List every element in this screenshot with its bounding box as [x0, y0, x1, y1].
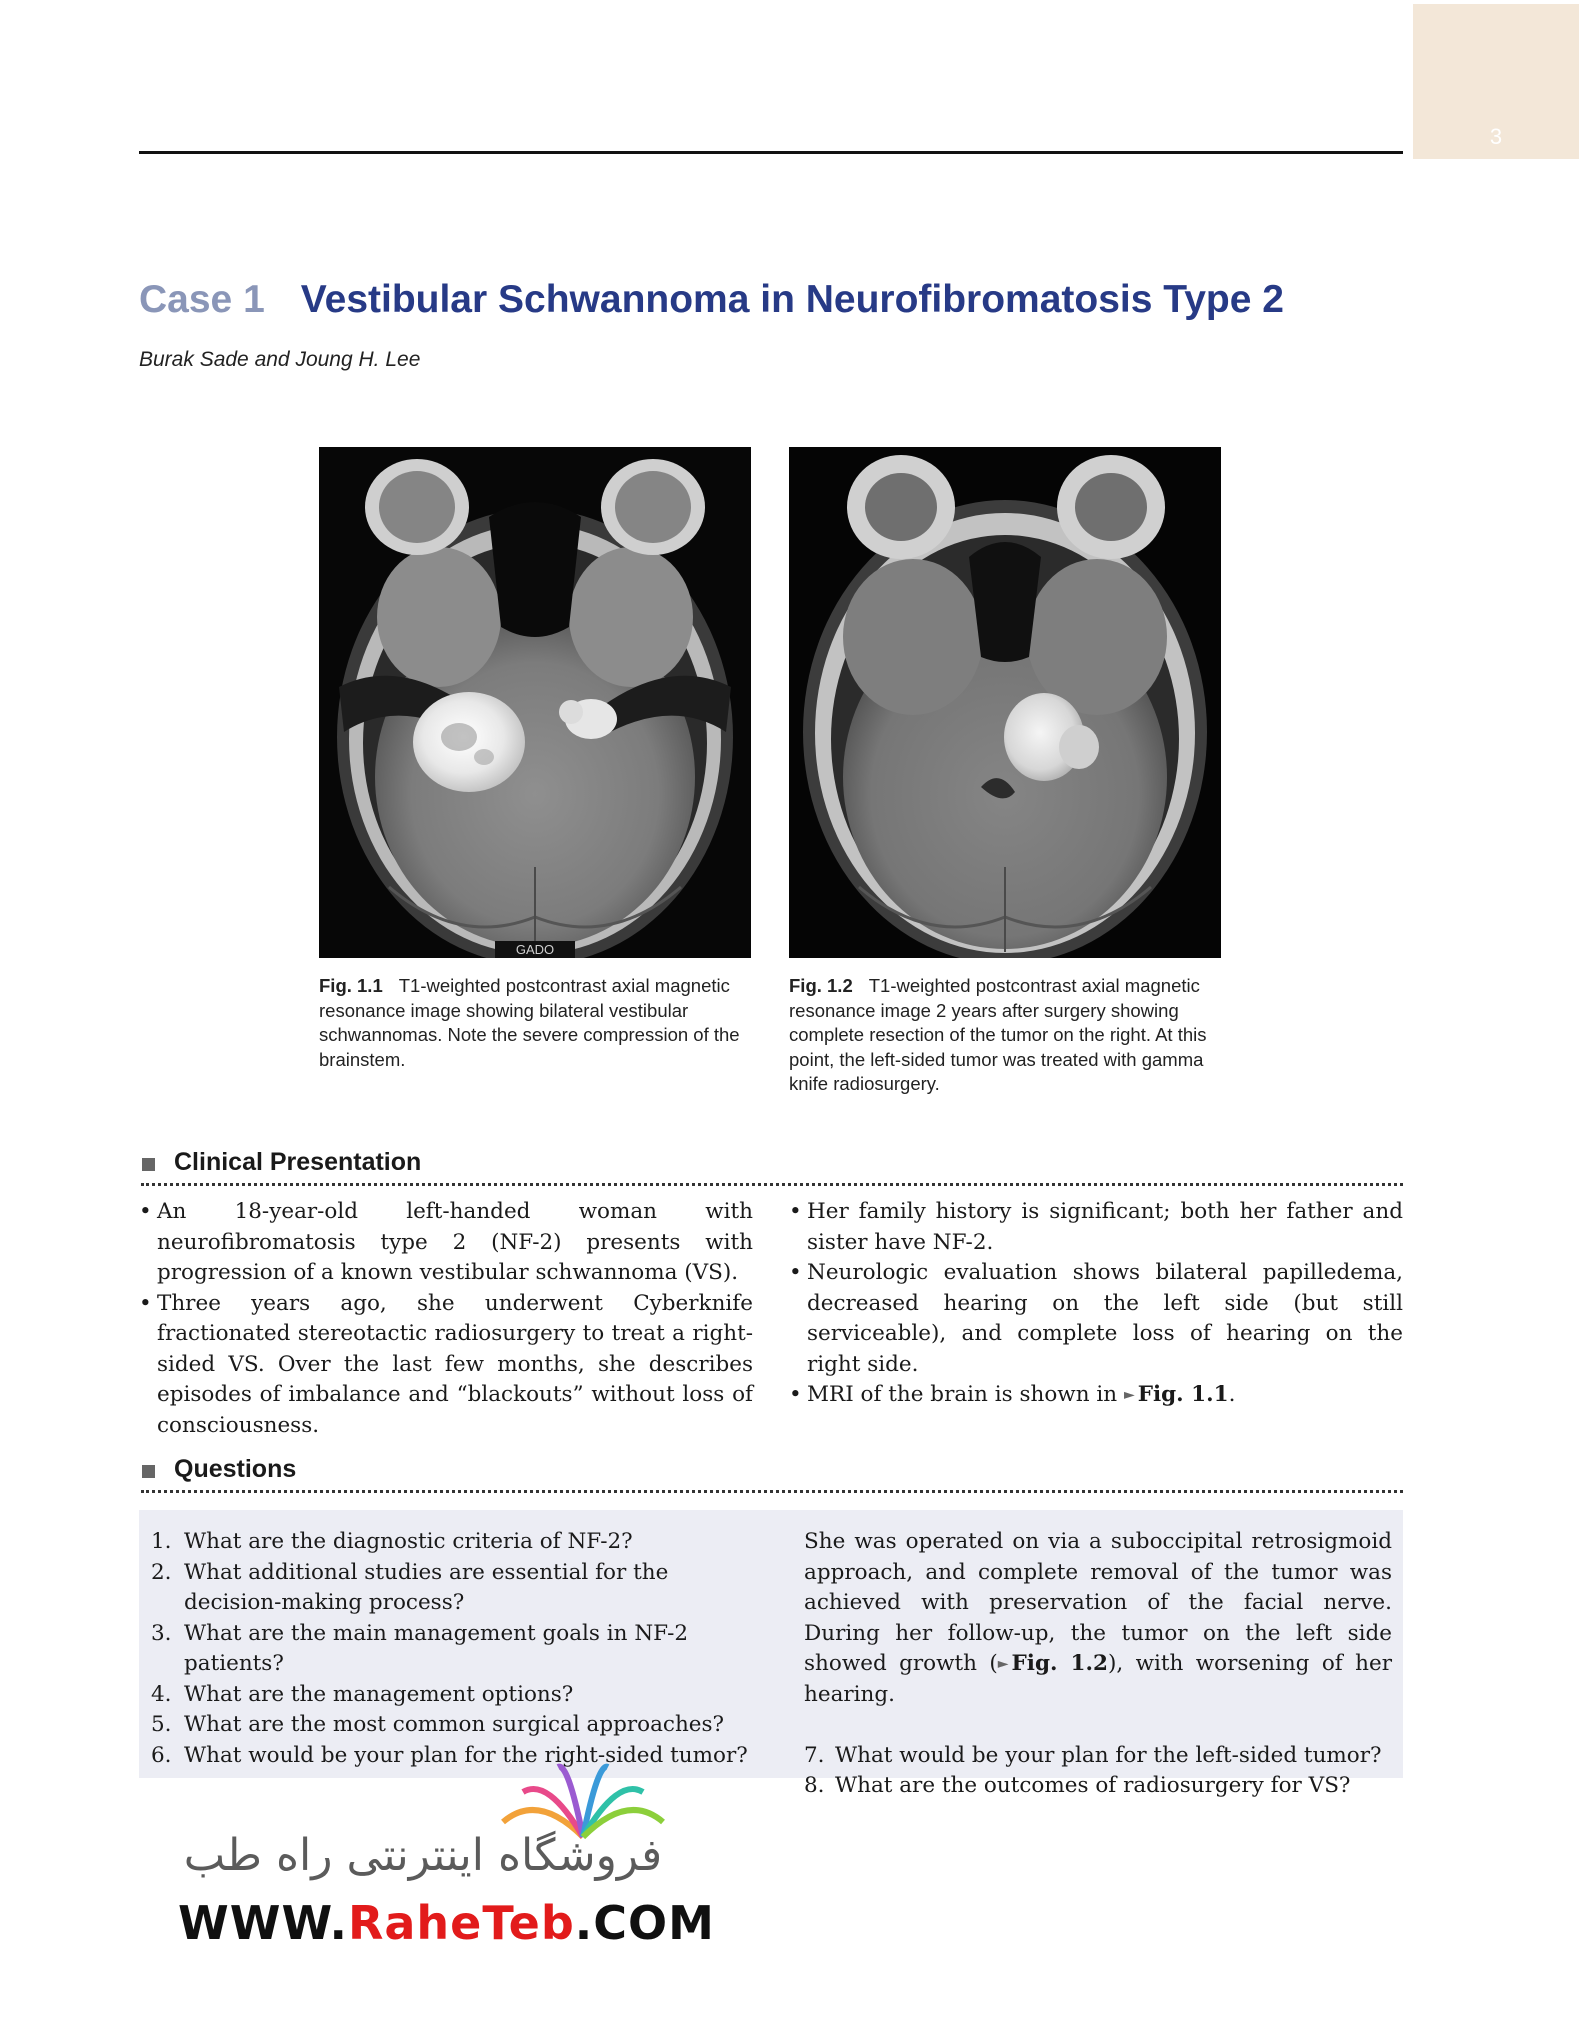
caption-text: T1-weighted postcontrast axial magnetic resonance image 2 years after surgery showing complete resection of the tumor on the right. At this point, the left-sided tumor was treated with gamma knife radiosurgery.: [789, 975, 1207, 1094]
mri-label: GADO: [515, 942, 555, 957]
clinical-left-column: [139, 1197, 753, 1441]
header-rule: [139, 151, 1403, 154]
question-item: 6. What would be your plan for the right-sided tumor?: [151, 1742, 748, 1768]
section-divider: [141, 1490, 1403, 1493]
figure-id: Fig. 1.2: [789, 975, 853, 996]
question-item: 4. What are the management options?: [151, 1681, 574, 1707]
watermark-url: WWW.RaheTeb.COM: [178, 1896, 715, 1950]
caption-text: T1-weighted postcontrast axial magnetic resonance image showing bilateral vestibular schwannomas. Note the severe compression of the brainstem.: [319, 975, 740, 1070]
mri-figure-1-2: [789, 447, 1221, 958]
question-item: 8. What are the outcomes of radiosurgery for VS?: [804, 1773, 1351, 1798]
list-item: • Three years ago, she underwent Cyberknife fractionated stereotactic radiosurgery to treat a right-sided VS. Over the last few months, she describes episodes of imbalance and “blackouts” without loss of consciousness.: [139, 1289, 753, 1442]
question-item: 7. What would be your plan for the left-sided tumor?: [804, 1742, 1382, 1768]
case-paragraph: She was operated on via a suboccipital retrosigmoid approach, and complete removal of the tumor was achieved with preservation of the facial nerve. During her follow-up, the tumor on the left side showed growth (► Fig. 1.2), with worsening of her hearing.: [804, 1529, 1392, 1707]
watermark-persian-text: فروشگاه اینترنتی راه طب: [183, 1830, 663, 1881]
figure-caption-1-2: [789, 974, 1221, 1097]
question-item: 5. What are the most common surgical approaches?: [151, 1712, 725, 1737]
questions-heading: [141, 1455, 1403, 1491]
arrow-icon: ►: [997, 1656, 1009, 1672]
section-title: Questions: [174, 1455, 297, 1483]
arrow-icon: ►: [1123, 1387, 1135, 1403]
figure-link[interactable]: Fig. 1.2: [1011, 1651, 1108, 1676]
figure-caption-1-1: [319, 974, 751, 1072]
page-number-tab: [1413, 4, 1579, 159]
section-divider: [141, 1183, 1403, 1186]
question-item: 1. What are the diagnostic criteria of NF-2?: [151, 1529, 633, 1554]
clinical-right-column: [789, 1197, 1403, 1411]
mri-item-text: MRI of the brain is shown in: [807, 1382, 1124, 1407]
list-item: • Her family history is significant; both her father and sister have NF-2.: [789, 1197, 1403, 1258]
question-item: 2. What additional studies are essential for the decision-making process?: [151, 1559, 669, 1615]
page-number: 3: [1489, 124, 1503, 149]
figure-link[interactable]: Fig. 1.1: [1137, 1382, 1229, 1407]
mri-figure-1-1: [319, 447, 751, 958]
section-square-icon: [142, 1465, 155, 1478]
figure-id: Fig. 1.1: [319, 975, 383, 996]
list-item: • Neurologic evaluation shows bilateral papilledema, decreased hearing on the left side (but still serviceable), and complete loss of hearing on the right side.: [789, 1258, 1403, 1380]
case-name: Vestibular Schwannoma in Neurofibromatosis Type 2: [300, 278, 1284, 321]
chapter-title: [139, 278, 1284, 322]
section-title: Clinical Presentation: [174, 1148, 422, 1176]
questions-right-column: [804, 1527, 1392, 1802]
authors: Burak Sade and Joung H. Lee: [139, 348, 421, 371]
section-square-icon: [142, 1158, 155, 1171]
list-item: • MRI of the brain is shown in ► Fig. 1.1.: [789, 1380, 1403, 1411]
clinical-presentation-heading: [141, 1148, 1403, 1184]
questions-left-list: [148, 1527, 748, 1771]
list-item: • An 18-year-old left-handed woman with neurofibromatosis type 2 (NF-2) presents with progression of a known vestibular schwannoma (VS).: [139, 1197, 753, 1289]
case-label: Case 1: [139, 278, 265, 321]
question-item: 3. What are the main management goals in NF-2 patients?: [151, 1620, 689, 1676]
